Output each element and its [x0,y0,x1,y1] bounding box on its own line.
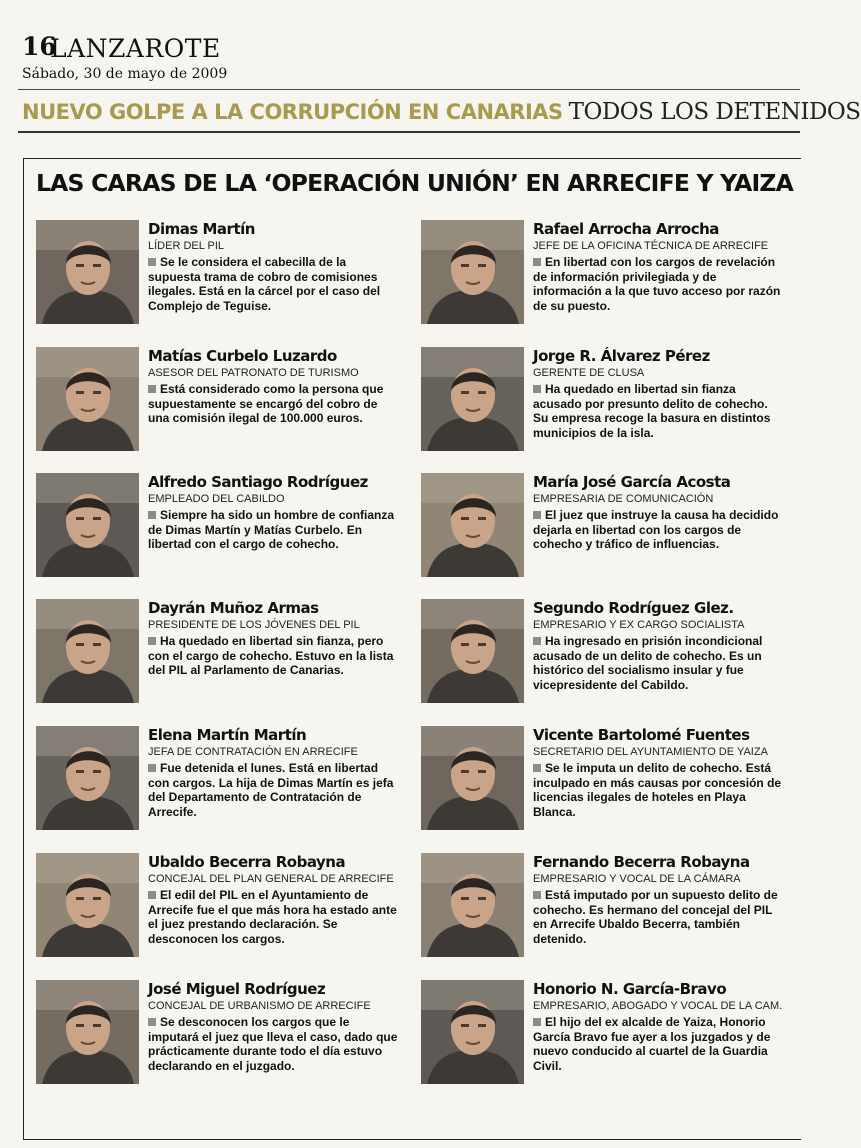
profile-text [148,853,398,946]
person-name: Jorge R. Álvarez Pérez [533,347,710,365]
bullet-square-icon [148,385,156,393]
person-name: Dayrán Muñoz Armas [148,599,319,617]
description-text: Se le considera el cabecilla de la supuesta trama de cobro de comisiones ilegales. Está en la cárcel por el caso del Complejo de Teguise. [148,255,381,313]
portrait-photo [421,853,524,957]
person-description [533,255,783,313]
person-role: GERENTE DE CLUSA [533,367,645,379]
description-text: Ha ingresado en prisión incondicional acusado de un delito de cohecho. Es un histórico del socialismo insular y fue vicepresidente del Cabildo. [533,634,763,692]
person-role: JEFE DE LA OFICINA TÉCNICA DE ARRECIFE [533,240,769,252]
person-description [148,508,398,552]
person-name: María José García Acosta [533,473,731,491]
person-description [533,761,783,819]
section-name: LANZAROTE [50,34,221,63]
person-description [533,382,783,440]
profile-card [36,980,406,1096]
person-description [148,634,398,678]
profile-text [148,599,398,678]
bullet-square-icon [148,1018,156,1026]
bullet-square-icon [148,637,156,645]
bullet-square-icon [533,891,541,899]
person-name: Rafael Arrocha Arrocha [533,220,719,238]
description-text: Ha quedado en libertad sin fianza acusado por presunto delito de cohecho. Su empresa recoge la basura en distintos municipios de la isla. [533,382,771,440]
profile-text [533,599,783,692]
person-role: EMPRESARIO, ABOGADO Y VOCAL DE LA CAM. [533,1000,783,1012]
person-description [533,634,783,692]
person-role: CONCEJAL DEL PLAN GENERAL DE ARRECIFE [148,873,394,885]
portrait-photo [421,220,524,324]
person-name: José Miguel Rodríguez [148,980,326,998]
description-text: Está imputado por un supuesto delito de cohecho. Es hermano del concejal del PIL en Arrecife Ubaldo Becerra, también detenido. [533,888,778,946]
profile-card [36,599,406,715]
profile-card [421,599,791,715]
profile-text [148,473,398,552]
profile-card [421,473,791,589]
person-description [148,761,398,819]
person-description [533,888,783,946]
banner-rule [18,131,800,133]
profile-text [533,220,783,313]
person-role: JEFA DE CONTRATACIÓN EN ARRECIFE [148,746,358,758]
bullet-square-icon [148,764,156,772]
page-number: 16 [22,32,57,61]
profile-card [421,980,791,1096]
profile-text [148,220,398,313]
person-name: Matías Curbelo Luzardo [148,347,337,365]
person-name: Segundo Rodríguez Glez. [533,599,734,617]
portrait-photo [36,980,139,1084]
profile-card [421,853,791,969]
profile-card [421,726,791,842]
description-text: El juez que instruye la causa ha decidido dejarla en libertad con los cargos de cohecho y tráfico de influencias. [533,508,779,552]
profile-text [533,853,783,946]
banner-headline: TODOS LOS DETENIDOS [568,99,861,125]
person-name: Ubaldo Becerra Robayna [148,853,346,871]
profile-text [533,726,783,819]
person-role: LÍDER DEL PIL [148,240,225,252]
person-name: Honorio N. García-Bravo [533,980,727,998]
profile-card [36,347,406,463]
bullet-square-icon [533,1018,541,1026]
profile-text [148,726,398,819]
person-name: Dimas Martín [148,220,255,238]
description-text: Se le imputa un delito de cohecho. Está inculpado en más causas por concesión de licencias ilegales de hoteles en Playa Blanca. [533,761,782,819]
description-text: Está considerado como la persona que supuestamente se encargó del cobro de una comisión ilegal de 100.000 euros. [148,382,384,426]
bullet-square-icon [533,764,541,772]
bullet-square-icon [533,385,541,393]
portrait-photo [36,473,139,577]
person-name: Vicente Bartolomé Fuentes [533,726,750,744]
profile-text [533,473,783,552]
portrait-photo [421,599,524,703]
person-role: EMPRESARIO Y EX CARGO SOCIALISTA [533,619,745,631]
bullet-square-icon [148,258,156,266]
banner [22,101,861,124]
profile-text [533,347,783,440]
person-name: Fernando Becerra Robayna [533,853,750,871]
profile-card [36,220,406,336]
person-role: SECRETARIO DEL AYUNTAMIENTO DE YAIZA [533,746,768,758]
person-description [148,888,398,946]
profile-card [421,347,791,463]
profile-text [148,980,398,1073]
person-name: Elena Martín Martín [148,726,307,744]
person-description [148,255,398,313]
portrait-photo [36,599,139,703]
person-description [533,508,783,552]
description-text: Siempre ha sido un hombre de confianza de Dimas Martín y Matías Curbelo. En libertad con el cargo de cohecho. [148,508,395,552]
description-text: Fue detenida el lunes. Está en libertad con cargos. La hija de Dimas Martín es jefa del Departamento de Contratación de Arrecife. [148,761,394,819]
person-role: EMPLEADO DEL CABILDO [148,493,285,505]
profile-card [36,726,406,842]
portrait-photo [421,726,524,830]
portrait-photo [421,347,524,451]
profile-text [148,347,398,426]
description-text: El hijo del ex alcalde de Yaiza, Honorio García Bravo fue ayer a los juzgados y de nuevo conducido al cuartel de la Guardia Civil. [533,1015,771,1073]
description-text: En libertad con los cargos de revelación de información privilegiada y de información a la que tuvo acceso por razón de su puesto. [533,255,781,313]
profile-card [36,473,406,589]
header-rule [18,89,800,90]
description-text: Se desconocen los cargos que le imputará el juez que lleva el caso, dado que prácticamente durante todo el día estuvo declarando en el juzgado. [148,1015,398,1073]
bullet-square-icon [533,511,541,519]
portrait-photo [421,473,524,577]
issue-date: Sábado, 30 de mayo de 2009 [22,66,228,82]
bullet-square-icon [533,258,541,266]
profile-text [533,980,783,1073]
profile-card [36,853,406,969]
person-role: ASESOR DEL PATRONATO DE TURISMO [148,367,359,379]
portrait-photo [36,220,139,324]
banner-kicker: NUEVO GOLPE A LA CORRUPCIÓN EN CANARIAS [22,100,563,124]
person-description [148,1015,398,1073]
person-role: EMPRESARIO Y VOCAL DE LA CÁMARA [533,873,741,885]
person-name: Alfredo Santiago Rodríguez [148,473,368,491]
description-text: Ha quedado en libertad sin fianza, pero con el cargo de cohecho. Estuvo en la lista del PIL al Parlamento de Canarias. [148,634,394,678]
description-text: El edil del PIL en el Ayuntamiento de Arrecife fue el que más hora ha estado ante el juez prestando declaración. Se desconocen los cargos. [148,888,397,946]
bullet-square-icon [148,891,156,899]
portrait-photo [421,980,524,1084]
profile-card [421,220,791,336]
person-description [148,382,398,426]
feature-title: LAS CARAS DE LA ‘OPERACIÓN UNIÓN’ EN ARRECIFE Y YAIZA [36,169,794,197]
bullet-square-icon [148,511,156,519]
portrait-photo [36,347,139,451]
portrait-photo [36,726,139,830]
person-role: PRESIDENTE DE LOS JÓVENES DEL PIL [148,619,360,631]
bullet-square-icon [533,637,541,645]
person-role: CONCEJAL DE URBANISMO DE ARRECIFE [148,1000,371,1012]
person-description [533,1015,783,1073]
person-role: EMPRESARIA DE COMUNICACIÓN [533,493,714,505]
portrait-photo [36,853,139,957]
